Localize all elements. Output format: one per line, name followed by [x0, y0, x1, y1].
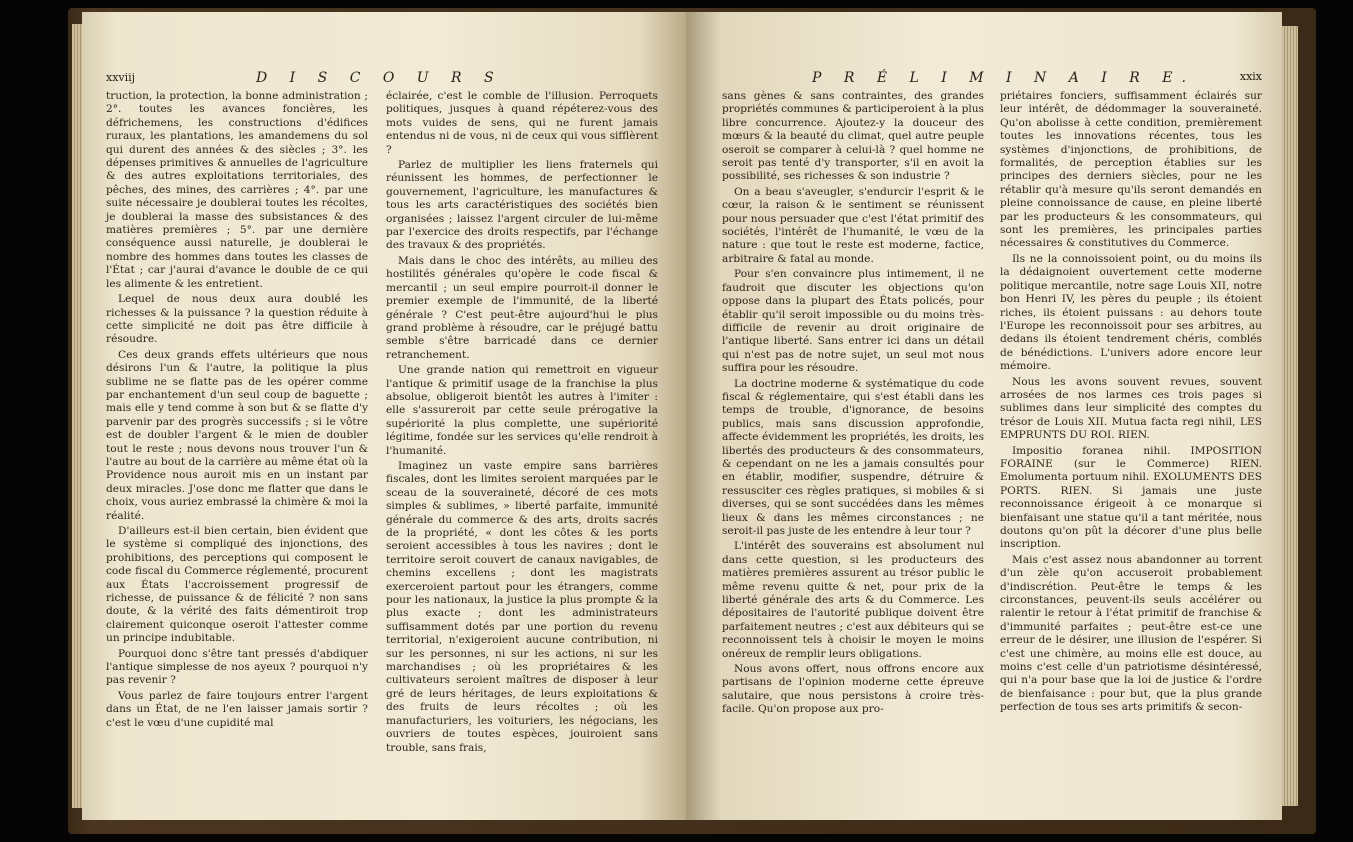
paragraph: Vous parlez de faire toujours entrer l'argent dans un État, de ne l'en laisser jamais sortir ? c'est le vœu d'une cupidité mal — [106, 689, 368, 729]
paragraph: Mais c'est assez nous abandonner au torrent d'un zèle qu'on accuseroit probablement d'indiscrétion. Peut-être le temps & les circonstances, peuvent-ils seuls accélérer ou ralentir le retour à l'état primitif de franchise & d'immunité parfaites ; peut-être est-ce une erreur de le désirer, une illusion de l'espérer. Si c'est une chimère, au moins elle est douce, au moins c'est celle d'un patriotisme désintéressé, qui n'a pour base que la loi de justice & l'ordre de bienfaisance : pour but, que la plus grande perfection de tous ses arts primitifs & secon- — [1000, 553, 1262, 714]
right-column-1 — [722, 90, 984, 719]
left-running-head — [106, 70, 666, 84]
paragraph: Une grande nation qui remettroit en vigueur l'antique & primitif usage de la franchise la plus absolue, obligeroit bientôt les autres à l'imiter : elle s'assureroit par cette seule prérogative la supériorité la plus complette, une supériorité légitime, fondée sur les services qu'elle rendroit à l'humanité. — [386, 364, 658, 457]
paragraph: Impositio foranea nihil. IMPOSITION FORAINE (sur le Commerce) RIEN. Emolumenta portuum nihil. EXOLUMENTS DES PORTS. RIEN. Si jamais une juste reconnoissance érigeoit à ce monarque si bienfaisant une statue qu'il a tant méritée, nous doutons qu'on pût la décorer d'une plus belle inscription. — [1000, 444, 1262, 551]
paragraph: Mais dans le choc des intérêts, au milieu des hostilités générales qu'opère le code fiscal & mercantil ; un seul empire pourroit-il donner le premier exemple de l'immunité, de la liberté générale ? C'est peut-être aujourd'hui le plus grand problème à résoudre, car le préjugé battu semble s'être barricadé dans ce dernier retranchement. — [386, 254, 658, 361]
right-page-number: xxix — [1239, 70, 1262, 83]
paragraph: Ils ne la connoissoient point, ou du moins ils la dédaignoient ouvertement cette moderne politique mercantile, notre sage Louis XII, notre bon Henri IV, les pères du peuple ; ils étoient riches, ils étoient puissans : au dehors toute l'Europe les reconnoissoit pour ses arbitres, au dedans ils étoient tendrement chéris, comblés de bénédictions. L'univers adore encore leur mémoire. — [1000, 252, 1262, 373]
right-page — [686, 12, 1282, 820]
paragraph: éclairée, c'est le comble de l'illusion. Perroquets politiques, jusques à quand répéterez-vous des mots vuides de sens, qui ne furent jamais entendus ni de vous, ni de ceux qui vous sifflèrent ? — [386, 90, 658, 156]
paragraph: Lequel de nous deux aura doublé les richesses & la puissance ? la question réduite à cette simplicité ne doit pas être difficile à résoudre. — [106, 293, 368, 346]
right-column-2 — [1000, 90, 1262, 717]
paragraph: Pourquoi donc s'être tant pressés d'abdiquer l'antique simplesse de nos ayeux ? pourquoi n'y pas revenir ? — [106, 647, 368, 687]
paragraph: Ces deux grands effets ultérieurs que nous désirons l'un & l'autre, la politique la plus sublime ne se flatte pas de les opérer comme par enchantement d'un seul coup de baguette ; mais elle y tend comme à son but & se flatte d'y parvenir par des progrès successifs ; si le vôtre est de doubler l'argent & le mien de doubler tout le reste ; nous devons nous trouver l'un & l'autre au bout de la carrière au même état où la Providence nous auroit mis en un instant par deux miracles. J'ose donc me flatter que dans le choix, vous auriez embrassé la chimère & moi la réalité. — [106, 348, 368, 522]
paragraph: D'ailleurs est-il bien certain, bien évident que le système si compliqué des injonctions, des prohibitions, des perceptions qui composent le code fiscal du Commerce réglementé, procurent aux États l'accroissement progressif de richesse, de puissance & de félicité ? non sans doute, & la vérité des faits démentiroit trop clairement quiconque oseroit l'attester comme un principe indubitable. — [106, 525, 368, 645]
paragraph: Pour s'en convaincre plus intimement, il ne faudroit que discuter les objections qu'on oppose dans la plupart des États policés, pour établir qu'il seroit impossible ou du moins très-difficile de revenir au droit originaire de l'antique liberté. Sans entrer ici dans un détail qui n'est pas de notre sujet, un seul mot nous suffira pour les résoudre. — [722, 268, 984, 375]
left-running-title: D I S C O U R S — [256, 70, 503, 86]
left-page — [82, 12, 686, 820]
paragraph: Nous avons offert, nous offrons encore aux partisans de l'opinion moderne cette épreuve salutaire, que nous persistons à croire très-facile. Qu'on propose aux pro- — [722, 663, 984, 716]
paragraph: La doctrine moderne & systématique du code fiscal & réglementaire, qui s'est établi dans les temps de trouble, d'ignorance, de besoins publics, mais sans discussion approfondie, affecte évidemment les propriétés, les droits, les libertés des producteurs & des consommateurs, & cependant on ne les a jamais consultés pour en établir, modifier, suspendre, détruire & ressusciter ces règles pratiques, si mobiles & si diverses, qui se sont succédées dans les mêmes lieux & dans les mêmes circonstances ; ne seroit-il pas juste de les entendre à leur tour ? — [722, 377, 984, 537]
paragraph: truction, la protection, la bonne administration ; 2°. toutes les avances foncières, les défrichemens, les constructions d'édifices ruraux, les plantations, les amandemens du sol qui durent des années & des siècles ; 3°. les dépenses primitives & annuelles de l'agriculture & des autres exploitations territoriales, des pêches, des mines, des carrières ; 4°. par une suite nécessaire je doublerai toutes les récoltes, je doublerai la masse des subsistances & des matières premières ; 5°. par une dernière conséquence aussi naturelle, je doublerai le nombre des hommes dans toutes les classes de l'État ; car j'aurai d'avance le double de ce qui les alimente & les entretient. — [106, 90, 368, 290]
left-page-number: xxviij — [106, 71, 136, 84]
paragraph: Imaginez un vaste empire sans barrières fiscales, dont les limites seroient marquées par le sceau de la souveraineté, décoré de ces mots simples & sublimes, » liberté parfaite, immunité générale du commerce & des arts, droits sacrés de la propriété, « dont les côtes & les ports seroient accessibles à tous les navires ; dont le territoire seroit couvert de canaux navigables, de chemins excellens ; dont les magistrats exerceroient partout pour les étrangers, comme pour les nationaux, la justice la plus prompte & la plus exacte ; dont les administrateurs suffisamment dotés par une portion du revenu territorial, n'exigeroient aucune contribution, ni sur les personnes, ni sur les actions, ni sur les marchandises ; où les propriétaires & les cultivateurs seroient maîtres de disposer à leur gré de leurs héritages, de leurs exploitations & des fruits de leurs récoltes ; où les manufacturiers, les voituriers, les négocians, les ouvriers de toutes espèces, jouiroient sans trouble, sans frais, — [386, 459, 658, 754]
paragraph: sans gènes & sans contraintes, des grandes propriétés communes & participeroient à la plus libre concurrence. Ajoutez-y la douceur des mœurs & la beauté du climat, quel autre peuple oseroit se comparer à celui-là ? quel homme ne seroit pas tenté d'y transporter, s'il en avoit la possibilité, ses richesses & son industrie ? — [722, 90, 984, 183]
left-column-1 — [106, 90, 368, 732]
paragraph: L'intérêt des souverains est absolument nul dans cette question, si les producteurs des matières premières assurent au trésor public le même revenu quitte & net, pour prix de la liberté générale des arts & du Commerce. Les dépositaires de l'autorité publique doivent être parfaitement neutres ; c'est aux débiteurs qui se reconnoissent tels à choisir le moyen le moins onéreux de remplir leurs obligations. — [722, 540, 984, 660]
paragraph: priétaires fonciers, suffisamment éclairés sur leur intérêt, de dédommager la souveraineté. Qu'on abolisse à cette condition, premièrement toutes les innovations récentes, tous les systèmes d'injonctions, de prohibitions, de formalités, de perception établies sur les principes des derniers siècles, pour ne les rétablir qu'à mesure qu'ils seront demandés en pleine connoissance de cause, en pleine liberté par les producteurs & les consommateurs, qui sont les premières, les principales parties nécessaires & constitutives du Commerce. — [1000, 90, 1262, 250]
right-running-title: P R É L I M I N A I R E. — [812, 70, 1195, 86]
paragraph: On a beau s'aveugler, s'endurcir l'esprit & le cœur, la raison & le sentiment se réunissent pour nous persuader que c'est l'état primitif des sociétés, l'intérêt de l'humanité, le vœu de la nature : que tout le reste est moderne, factice, arbitraire & fatal au monde. — [722, 185, 984, 265]
left-column-2 — [386, 90, 658, 757]
paragraph: Nous les avons souvent revues, souvent arrosées de nos larmes ces trois pages si sublimes dans leur simplicité des comptes du trésor de Louis XII. Mutua facta regi nihil, LES EMPRUNTS DU ROI. RIEN. — [1000, 375, 1262, 442]
paragraph: Parlez de multiplier les liens fraternels qui réunissent les hommes, de perfectionner le gouvernement, l'agriculture, les manufactures & tous les arts caractéristiques des sociétés bien organisées ; laissez l'argent circuler de lui-même par l'exercice des droits respectifs, par l'échange des travaux & des propriétés. — [386, 159, 658, 252]
